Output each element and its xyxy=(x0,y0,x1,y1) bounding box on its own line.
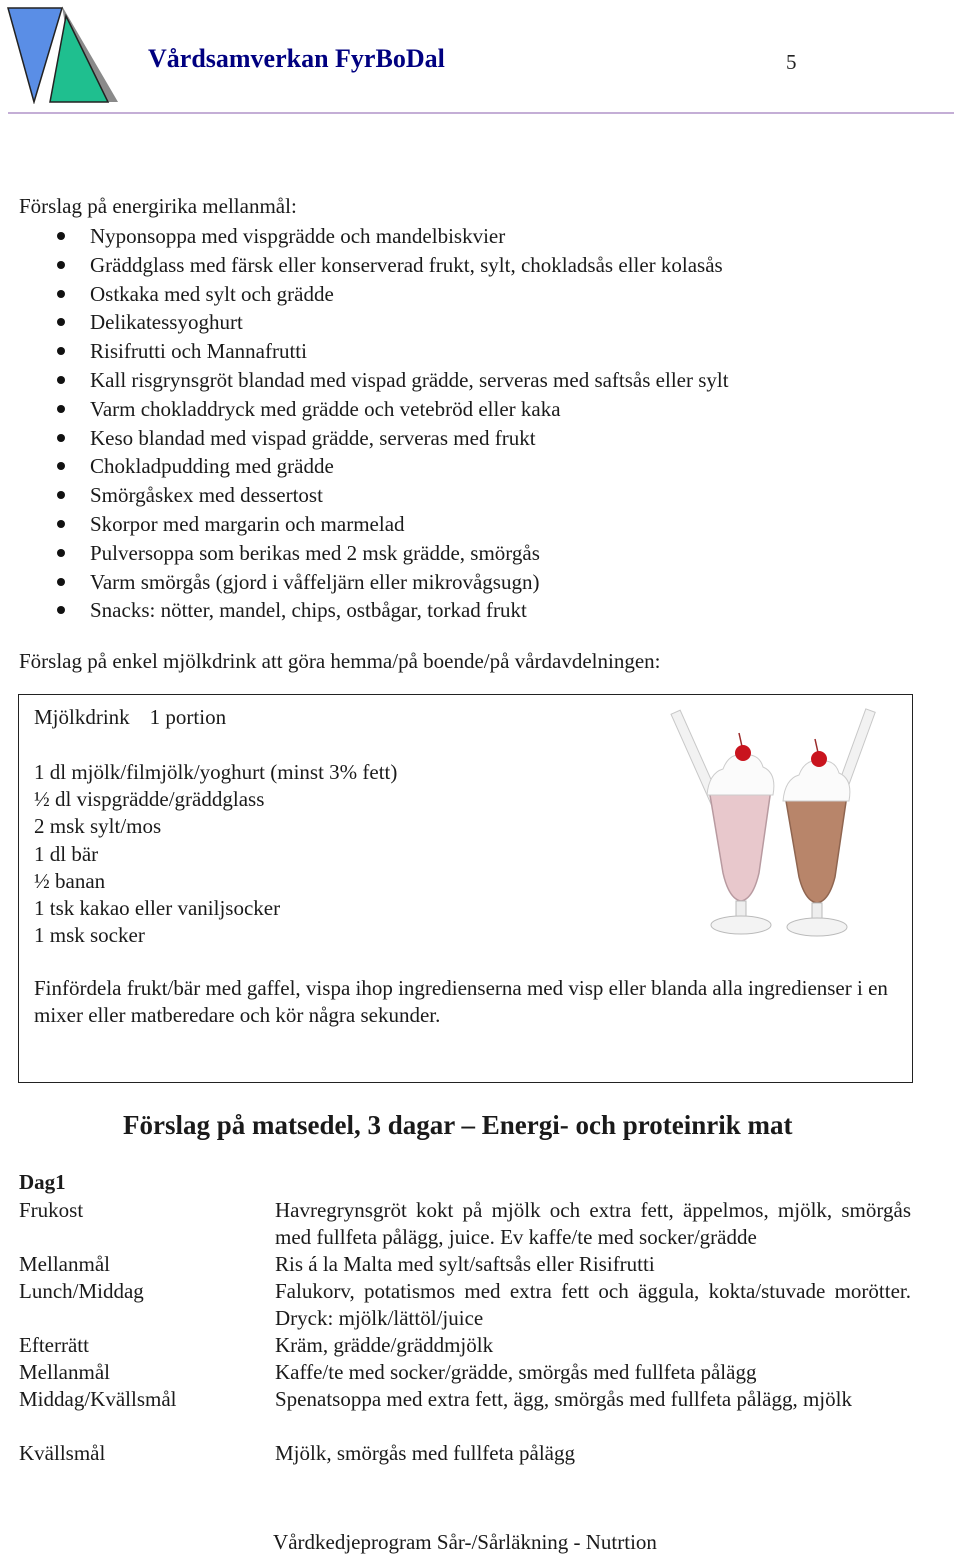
list-item: Skorpor med margarin och marmelad xyxy=(0,510,729,539)
meal-name: Efterrätt xyxy=(19,1333,89,1357)
recipe-portion: 1 portion xyxy=(149,705,227,729)
meal-name: Kvällsmål xyxy=(19,1441,106,1465)
recipe-name: Mjölkdrink xyxy=(34,705,130,729)
meal-name: Mellanmål xyxy=(19,1252,110,1276)
list-item: Nyponsoppa med vispgrädde och mandelbiskvier xyxy=(0,222,729,251)
meal-name: Middag/Kvällsmål xyxy=(19,1387,177,1411)
list-item: Smörgåskex med dessertost xyxy=(0,481,729,510)
list-item: Delikatessyoghurt xyxy=(0,308,729,337)
list-item: Varm chokladdryck med grädde och vetebröd eller kaka xyxy=(0,395,729,424)
list-item: Gräddglass med färsk eller konserverad frukt, sylt, chokladsås eller kolasås xyxy=(0,251,729,280)
meal-name: Mellanmål xyxy=(19,1360,110,1384)
meal-name: Frukost xyxy=(19,1198,84,1222)
list-item: Varm smörgås (gjord i våffeljärn eller mikrovågsugn) xyxy=(0,568,729,597)
ingredient-item: ½ dl vispgrädde/gräddglass xyxy=(34,787,265,812)
meal-description: Spenatsoppa med extra fett, ägg, smörgås med fullfeta pålägg, mjölk xyxy=(275,1387,852,1411)
ingredient-item: 1 dl mjölk/filmjölk/yoghurt (minst 3% fett) xyxy=(34,760,398,784)
ingredient-item: 1 tsk kakao eller vaniljsocker xyxy=(34,895,281,920)
meal-description: Ris á la Malta med sylt/saftsås eller Risifrutti xyxy=(275,1252,655,1276)
recipe-instructions: Finfördela frukt/bär med gaffel, vispa ihop ingredienserna med visp eller blanda alla ingredienser i en mixer eller matberedare och kör några sekunder. xyxy=(34,976,888,1028)
day-label: Dag1 xyxy=(19,1170,66,1194)
milkdrink-intro: Förslag på enkel mjölkdrink att göra hemma/på boende/på vårdavdelningen: xyxy=(19,649,661,673)
ingredient-item: ½ banan xyxy=(34,868,106,893)
recipe-box xyxy=(18,694,913,1083)
vardsamverkan-logo-icon xyxy=(4,4,124,104)
milkshake-image xyxy=(659,703,889,943)
page-header xyxy=(0,0,960,118)
list-item: Ostkaka med sylt och grädde xyxy=(0,280,729,309)
header-divider xyxy=(8,112,954,114)
meal-description: Havregrynsgröt kokt på mjölk och extra fett, äppelmos, mjölk, smörgås med fullfeta pålägg, juice. Ev kaffe/te med socker/grädde xyxy=(275,1198,911,1250)
meal-description: Kaffe/te med socker/grädde, smörgås med fullfeta pålägg xyxy=(275,1360,757,1384)
ingredient-item: 1 dl bär xyxy=(34,841,99,866)
meal-description: Kräm, grädde/gräddmjölk xyxy=(275,1333,494,1357)
menu-heading: Förslag på matsedel, 3 dagar – Energi- och proteinrik mat xyxy=(123,1110,793,1140)
meal-description: Falukorv, potatismos med extra fett och äggula, kokta/stuvade morötter. Dryck: mjölk/lättöl/juice xyxy=(275,1279,911,1331)
list-item: Risifrutti och Mannafrutti xyxy=(0,337,729,366)
snacks-intro: Förslag på energirika mellanmål: xyxy=(19,194,297,218)
ingredient-item: 1 msk socker xyxy=(34,923,145,948)
meal-name: Lunch/Middag xyxy=(19,1279,144,1303)
ingredient-item: 2 msk sylt/mos xyxy=(34,814,162,839)
meal-description: Mjölk, smörgås med fullfeta pålägg xyxy=(275,1441,575,1465)
page-number: 5 xyxy=(786,50,797,74)
snacks-list xyxy=(0,222,729,625)
recipe-title xyxy=(34,705,246,730)
ingredient-list xyxy=(34,759,397,949)
list-item: Snacks: nötter, mandel, chips, ostbågar, torkad frukt xyxy=(0,596,729,625)
list-item: Kall risgrynsgröt blandad med vispad grädde, serveras med saftsås eller sylt xyxy=(0,366,729,395)
list-item: Chokladpudding med grädde xyxy=(0,452,729,481)
page-footer: Vårdkedjeprogram Sår-/Sårläkning - Nutrtion xyxy=(273,1530,657,1554)
org-name: Vårdsamverkan FyrBoDal xyxy=(148,44,445,73)
list-item: Pulversoppa som berikas med 2 msk grädde, smörgås xyxy=(0,539,729,568)
list-item: Keso blandad med vispad grädde, serveras med frukt xyxy=(0,424,729,453)
